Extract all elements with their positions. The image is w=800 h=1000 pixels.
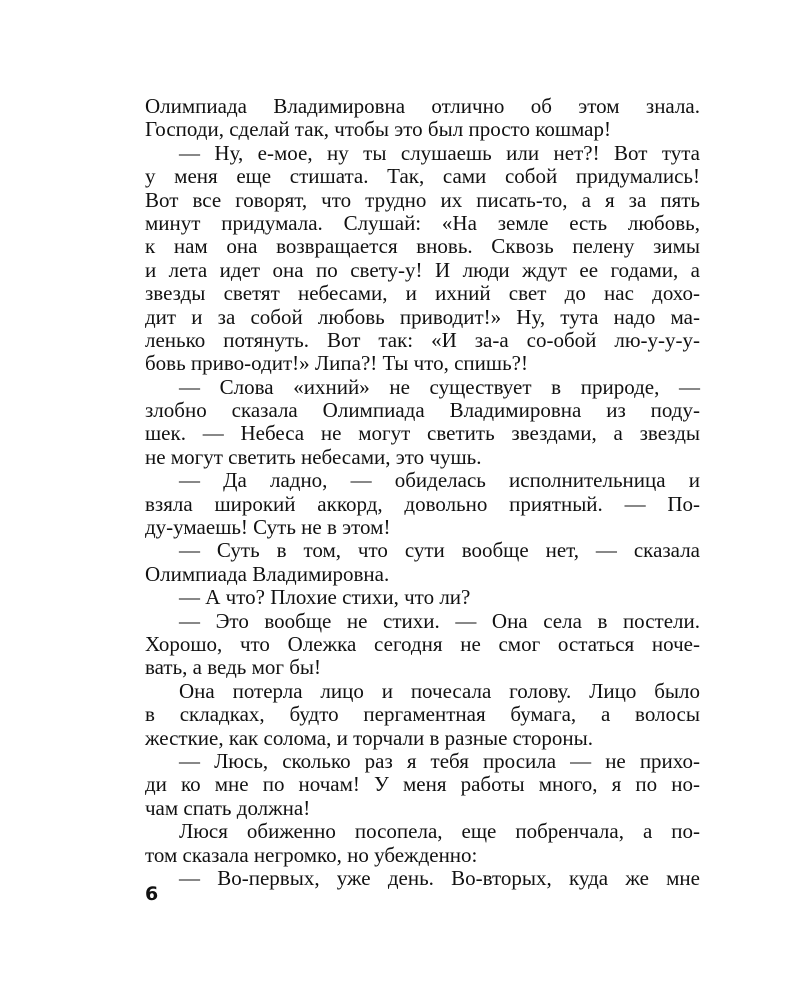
- text-line: минут придумала. Слушай: «На земле есть любовь,: [145, 210, 700, 235]
- text-line: ленько потянуть. Вот так: «И за-а со-обой лю-у-у-у-: [145, 327, 700, 352]
- text-line: дит и за собой любовь приводит!» Ну, тута надо ма-: [145, 304, 700, 329]
- text-line: звезды светят небесами, и ихний свет до нас дохо-: [145, 281, 700, 306]
- text-line: чам спать должна!: [145, 795, 311, 820]
- text-line: — Это вообще не стихи. — Она села в постели.: [179, 608, 700, 633]
- text-line: — Во-первых, уже день. Во-вторых, куда же мне: [179, 865, 700, 890]
- text-line: Хорошо, что Олежка сегодня не смог остаться ноче-: [145, 631, 700, 656]
- text-line: взяла широкий аккорд, довольно приятный. — По-: [145, 491, 700, 516]
- text-line: жесткие, как солома, и торчали в разные стороны.: [145, 725, 594, 750]
- text-line: и лета идет она по свету-у! И люди ждут ее годами, а: [145, 257, 700, 282]
- text-line: не могут светить небесами, это чушь.: [145, 444, 482, 469]
- text-line: Вот все говорят, что трудно их писать-то, а я за пять: [145, 187, 700, 212]
- text-line: ду-умаешь! Суть не в этом!: [145, 515, 391, 540]
- text-line: у меня еще стишата. Так, сами собой придумались!: [145, 164, 700, 189]
- text-line: — Да ладно, — обиделась исполнительница и: [179, 468, 700, 493]
- text-line: том сказала негромко, но убежденно:: [145, 842, 478, 867]
- text-line: — Ну, е-мое, ну ты слушаешь или нет?! Вот тута: [179, 140, 700, 165]
- text-line: Олимпиада Владимировна отлично об этом знала.: [145, 94, 700, 118]
- body-text: [145, 95, 700, 890]
- text-line: бовь приво-одит!» Липа?! Ты что, спишь?!: [145, 351, 528, 376]
- text-line: Олимпиада Владимировна.: [145, 561, 390, 586]
- text-line: — Люсь, сколько раз я тебя просила — не прихо-: [179, 748, 700, 773]
- text-line: злобно сказала Олимпиада Владимировна из поду-: [145, 398, 700, 423]
- text-line: — А что? Плохие стихи, что ли?: [179, 585, 471, 610]
- text-line: Люся обиженно посопела, еще побренчала, а по-: [179, 819, 700, 844]
- text-line: вать, а ведь мог бы!: [145, 655, 322, 680]
- text-line: шек. — Небеса не могут светить звездами, а звезды: [145, 421, 700, 446]
- text-line: Она потерла лицо и почесала голову. Лицо было: [179, 678, 700, 703]
- text-line: — Суть в том, что сути вообще нет, — сказала: [179, 538, 700, 563]
- text-line: к нам она возвращается вновь. Сквозь пелену зимы: [145, 234, 700, 259]
- page-number: 6: [145, 883, 159, 905]
- text-line: Господи, сделай так, чтобы это был просто кошмар!: [145, 117, 611, 142]
- text-line: — Слова «ихний» не существует в природе, —: [179, 374, 700, 399]
- text-line: в складках, будто пергаментная бумага, а волосы: [145, 702, 700, 727]
- text-line: ди ко мне по ночам! У меня работы много, я по но-: [145, 772, 700, 797]
